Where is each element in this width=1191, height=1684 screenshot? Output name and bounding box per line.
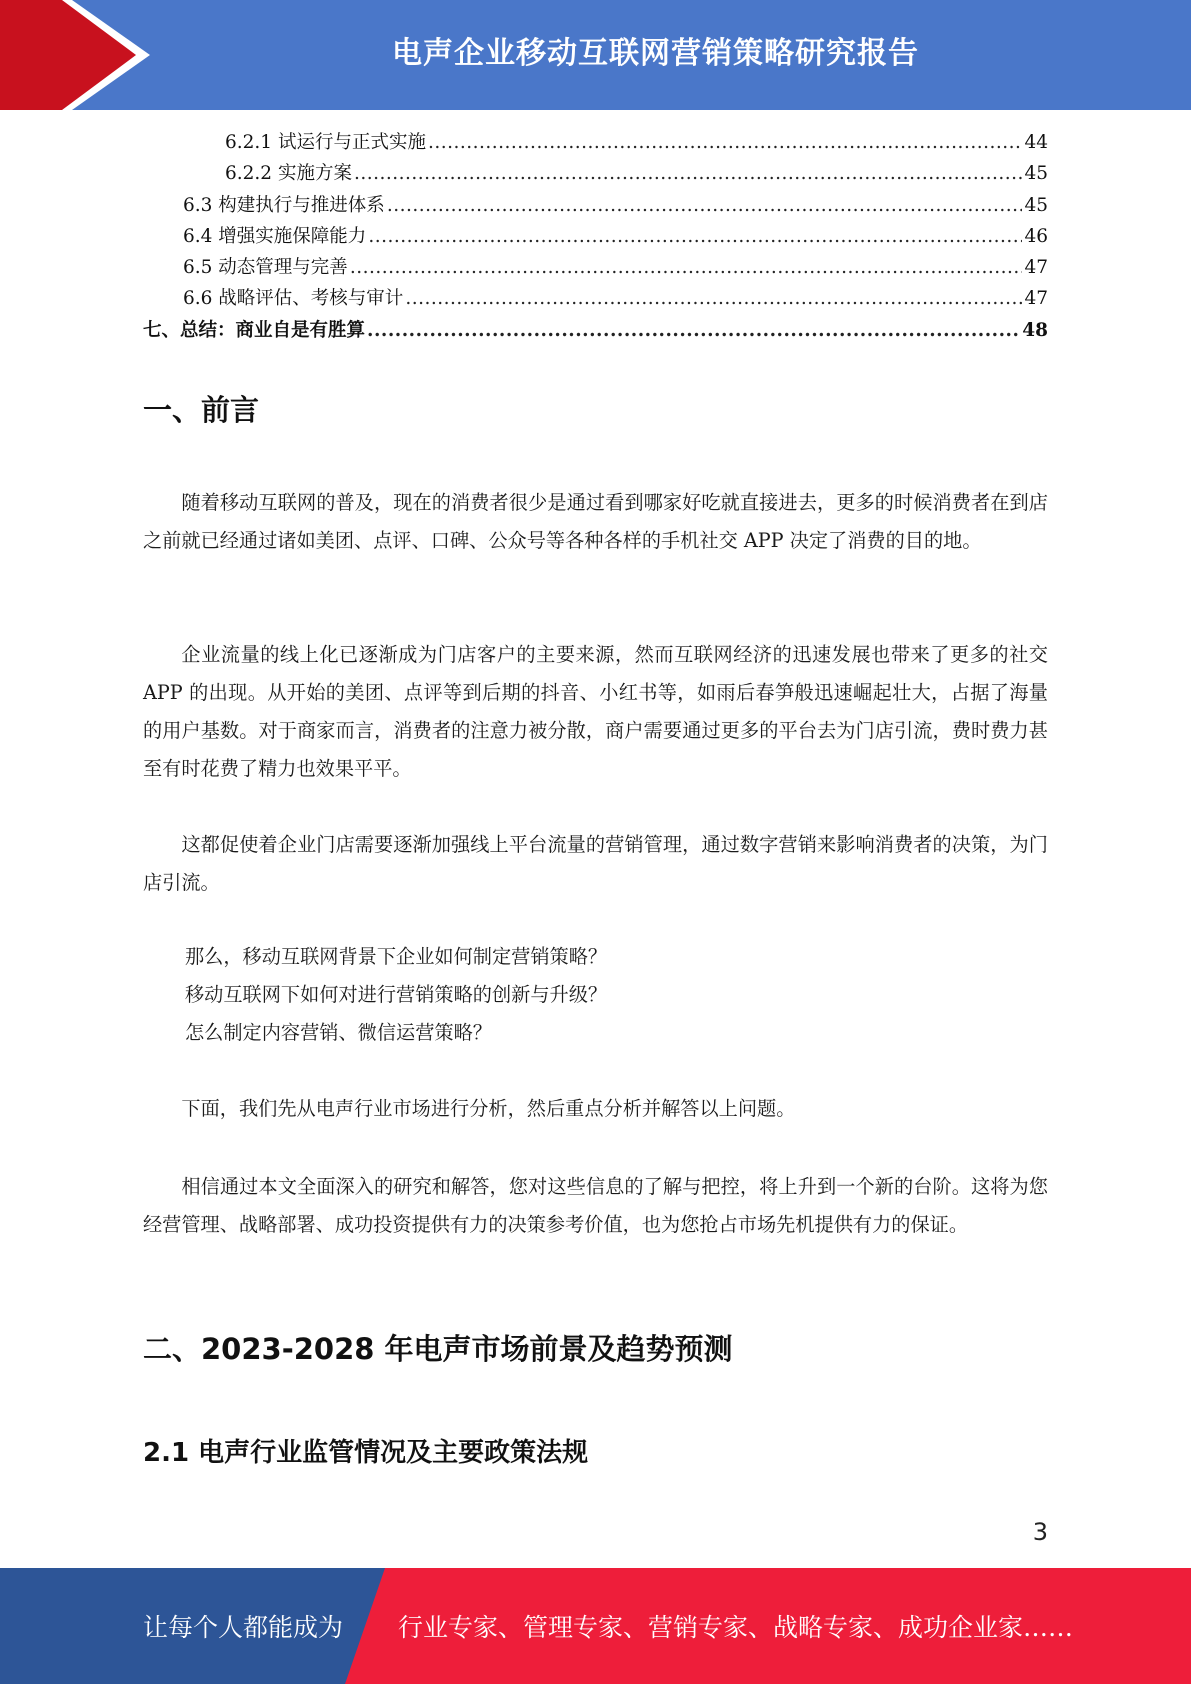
question-line: 怎么制定内容营销、微信运营策略？ (185, 1021, 492, 1044)
toc-entry-title: 6.2.2 实施方案 (225, 163, 352, 185)
toc-entry[interactable] (143, 221, 1048, 252)
toc-entry-page: 47 (1024, 257, 1048, 279)
toc-entry-title: 七、总结：商业自是有胜算 (143, 319, 366, 341)
footer-slogan-left: 让每个人都能成为 (143, 1613, 344, 1642)
toc-leader-dots (387, 190, 1023, 221)
toc-entry-page: 44 (1024, 132, 1048, 153)
question-line: 移动互联网下如何对进行营销策略的创新与升级？ (185, 983, 608, 1006)
toc-entry[interactable] (143, 252, 1048, 283)
toc-entry[interactable] (143, 283, 1048, 314)
toc-leader-dots (354, 158, 1023, 189)
page-number: 3 (1032, 1518, 1048, 1546)
toc-entry-title: 6.2.1 试运行与正式实施 (225, 132, 426, 153)
page-header (0, 0, 1191, 110)
toc-entry-title: 6.6 战略评估、考核与审计 (183, 288, 404, 310)
toc-leader-dots (350, 252, 1023, 283)
footer-slogan-right: 行业专家、管理专家、营销专家、战略专家、成功企业家…… (398, 1613, 1074, 1642)
toc-entry-page: 47 (1024, 288, 1048, 310)
question-line: 那么，移动互联网背景下企业如何制定营销策略？ (185, 945, 608, 968)
section-heading: 一、前言 (143, 393, 260, 427)
paragraph: 企业流量的线上化已逐渐成为门店客户的主要来源，然而互联网经济的迅速发展也带来了更多的社交 APP 的出现。从开始的美团、点评等到后期的抖音、小红书等，如雨后春笋般迅速崛起壮大，占据了海量的用户基数。对于商家而言，消费者的注意力被分散，商户需要通过更多的平台去为门店引流，费时费力甚至有时花费了精力也效果平平。 (143, 643, 1048, 780)
toc-entry-page: 45 (1024, 194, 1048, 216)
paragraph: 相信通过本文全面深入的研究和解答，您对这些信息的了解与把控，将上升到一个新的台阶。这将为您经营管理、战略部署、成功投资提供有力的决策参考价值，也为您抢占市场先机提供有力的保证。 (143, 1175, 1048, 1236)
toc-entry-page: 45 (1024, 163, 1048, 185)
toc-entry[interactable] (143, 127, 1048, 158)
page-footer (0, 1568, 1191, 1684)
toc-leader-dots (405, 283, 1022, 314)
table-of-contents (143, 127, 1048, 346)
toc-entry[interactable] (143, 158, 1048, 189)
section-heading: 二、2023-2028 年电声市场前景及趋势预测 (143, 1332, 733, 1366)
toc-leader-dots (428, 127, 1022, 158)
report-title: 电声企业移动互联网营销策略研究报告 (392, 36, 919, 71)
toc-entry-title: 6.4 增强实施保障能力 (183, 225, 367, 247)
toc-entry-page: 48 (1022, 319, 1048, 341)
toc-entry[interactable] (143, 190, 1048, 221)
toc-leader-dots (367, 315, 1020, 346)
paragraph: 随着移动互联网的普及，现在的消费者很少是通过看到哪家好吃就直接进去，更多的时候消费者在到店之前就已经通过诸如美团、点评、口碑、公众号等各种各样的手机社交 APP 决定了消费的目的地。 (143, 491, 1048, 552)
toc-entry-title: 6.5 动态管理与完善 (183, 257, 348, 279)
subsection-heading: 2.1 电声行业监管情况及主要政策法规 (143, 1438, 589, 1468)
toc-entry[interactable] (143, 315, 1048, 346)
toc-leader-dots (368, 221, 1022, 252)
paragraph: 这都促使着企业门店需要逐渐加强线上平台流量的营销管理，通过数字营销来影响消费者的决策，为门店引流。 (143, 833, 1048, 894)
paragraph: 下面，我们先从电声行业市场进行分析，然后重点分析并解答以上问题。 (181, 1097, 796, 1120)
toc-entry-page: 46 (1024, 225, 1048, 247)
toc-entry-title: 6.3 构建执行与推进体系 (183, 194, 385, 216)
